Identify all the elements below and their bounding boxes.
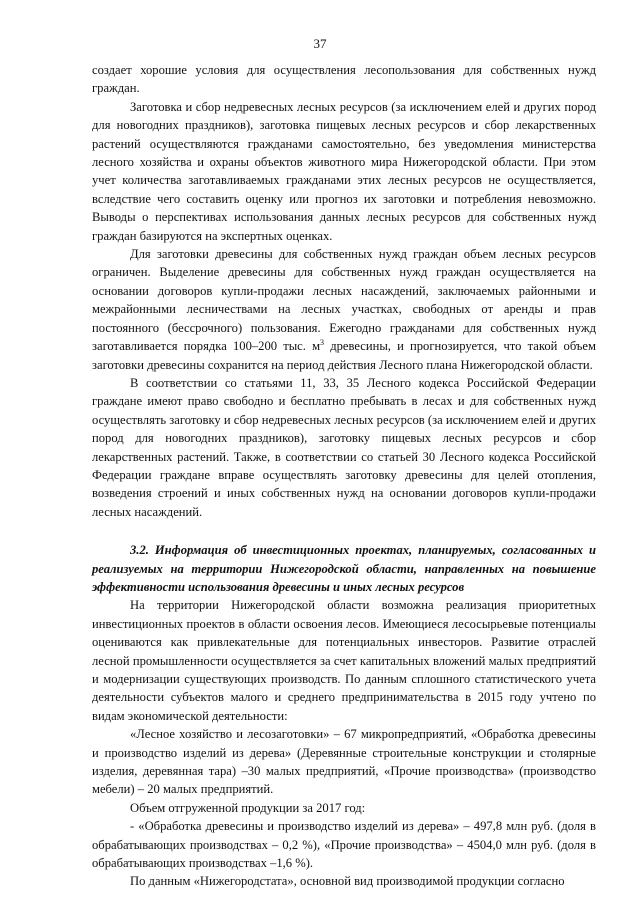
paragraph-timber-volume-text-b: древесины, и прогнозируется, что такой объем заготовки древесины сохранится на период действия Лесного плана Нижегородской области. xyxy=(92,339,596,372)
paragraph-timber-volume-text-a: Для заготовки древесины для собственных нужд граждан объем лесных ресурсов ограничен. Выделение древесины для собственных нужд граждан осуществляется на основании договоров купли-продажи лесных насаждений, заключаемых районными и межрайонными лесничествами на лесных участках, свободных от аренды и прав постоянного (бессрочного) пользования. Ежегодно гражданами для собственных нужд заготавливается порядка 100–200 тыс. м xyxy=(92,247,596,354)
paragraph-nizhegorodstat: По данным «Нижегородстата», основной вид производимой продукции согласно xyxy=(130,874,565,889)
page-content xyxy=(92,61,596,891)
paragraph-shipped-volume-item: - «Обработка древесины и производство изделий из дерева» – 497,8 млн руб. (доля в обрабатывающих производствах – 0,2 %), «Прочие производства» – 4504,0 млн руб. (доля в обрабатывающих производствах –1,6 %). xyxy=(92,819,596,871)
paragraph-non-timber-resources: Заготовка и сбор недревесных лесных ресурсов (за исключением елей и других пород для новогодних праздников), заготовка пищевых лесных ресурсов и сбор лекарственных растений осуществляются гражданами самостоятельно, без уведомления министерства лесного хозяйства и охраны объектов животного мира Нижегородской области. При этом учет количества заготавливаемых гражданами этих лесных ресурсов не осуществляется, вследствие чего составить оценку или прогноз их заготовки и потребления невозможно. Выводы о перспективах использования данных лесных ресурсов для собственных нужд граждан базируются на экспертных оценках. xyxy=(92,99,596,243)
paragraph-timber-volume xyxy=(92,245,596,374)
section-heading-3-2: 3.2. Информация об инвестиционных проектах, планируемых, согласованных и реализуемых на территории Нижегородской области, направленных на повышение эффективности использования древесины и иных лесных ресурсов xyxy=(92,543,596,594)
paragraph-investment-projects: На территории Нижегородской области возможна реализация приоритетных инвестиционных проектов в области освоения лесов. Имеющиеся лесосырьевые потенциалы оцениваются как привлекательные для потенциальных инвесторов. Развитие отраслей лесной промышленности осуществляется за счет капитальных вложений малых предприятий и модернизации существующих производств. По данным сплошного статистического учета деятельности субъектов малого и среднего предпринимательства в 2015 году учтено по видам экономической деятельности: xyxy=(92,598,596,723)
cubic-superscript: 3 xyxy=(320,337,325,347)
paragraph-continuation: создает хорошие условия для осуществления лесопользования для собственных нужд граждан. xyxy=(92,63,596,96)
paragraph-shipped-volume-title: Объем отгруженной продукции за 2017 год: xyxy=(130,800,366,815)
page-number: 37 xyxy=(313,36,327,51)
paragraph-enterprise-counts: «Лесное хозяйство и лесозаготовки» – 67 микропредприятий, «Обработка древесины и производство изделий из дерева» (Деревянные строительные конструкции и столярные изделия, деревянная тара) –30 малых предприятий, «Прочие производства» (производство мебели) – 20 малых предприятий. xyxy=(92,727,596,797)
paragraph-forest-code-rights: В соответствии со статьями 11, 33, 35 Лесного кодекса Российской Федерации граждане имеют право свободно и бесплатно пребывать в лесах и для собственных нужд осуществлять заготовку и сбор недревесных лесных ресурсов (за исключением елей и других пород для новогодних праздников), заготовку пищевых лесных ресурсов и сбор лекарственных растений. Также, в соответствии со статьей 30 Лесного кодекса Российской Федерации граждане вправе осуществлять заготовку древесины для целей отопления, возведения строений и иных собственных нужд на основании договоров купли-продажи лесных насаждений. xyxy=(92,375,596,519)
